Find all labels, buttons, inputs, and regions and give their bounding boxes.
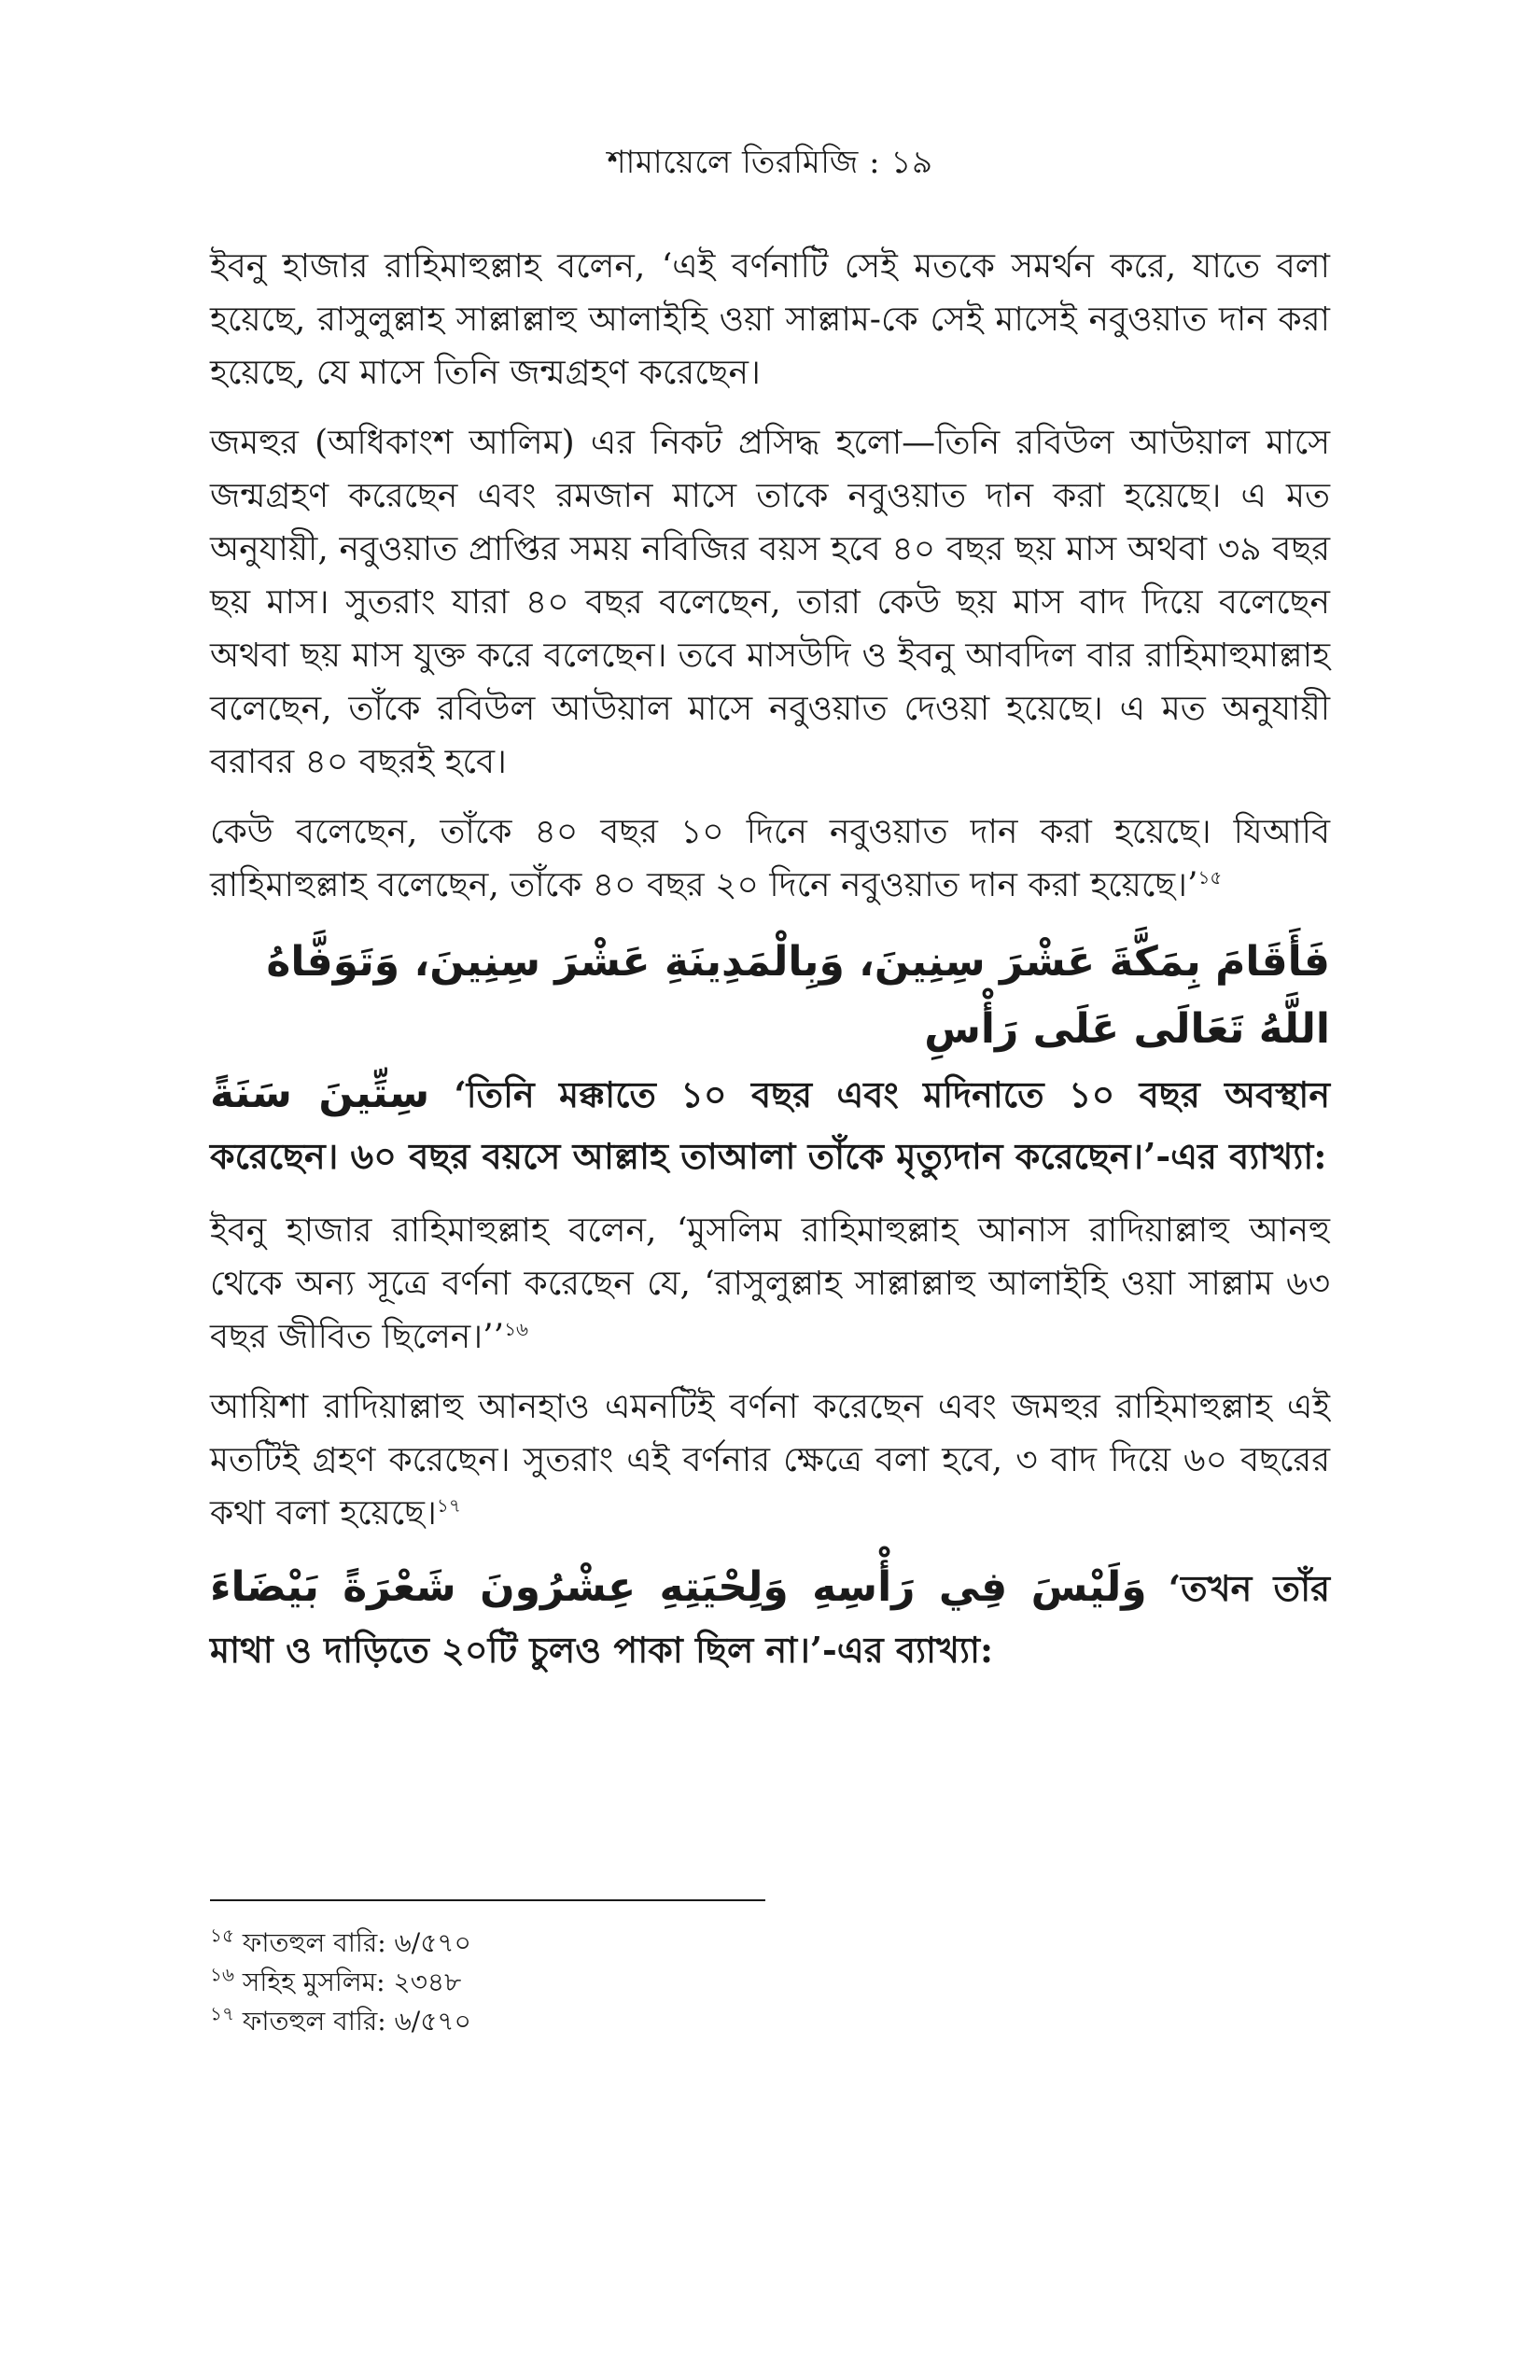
paragraph-2: জমহুর (অধিকাংশ আলিম) এর নিকট প্রসিদ্ধ হলো—তিনি রবিউল আউয়াল মাসে জন্মগ্রহণ করেছেন এবং রমজান মাসে তাকে নবুওয়াত দান করা হয়েছে। এ মত অনুযায়ী, নবুওয়াত প্রাপ্তির সময় নবিজির বয়স হবে ৪০ বছর ছয় মাস অথবা ৩৯ বছর ছয় মাস। সুতরাং যারা ৪০ বছর বলেছেন, তারা কেউ ছয় মাস বাদ দিয়ে বলেছেন অথবা ছয় মাস যুক্ত করে বলেছেন। তবে মাসউদি ও ইবনু আবদিল বার রাহিমাহুমাল্লাহ বলেছেন, তাঁকে রবিউল আউয়াল মাসে নবুওয়াত দেওয়া হয়েছে। এ মত অনুযায়ী বরাবর ৪০ বছরই হবে। [210,424,1330,781]
heading-2-translation: ‘তখন তাঁর মাথা ও দাড়িতে ২০টি চুলও পাকা ছিল না।’ [210,1567,1330,1671]
section-heading-1 [210,929,1330,1187]
paragraph-3-text: কেউ বলেছেন, তাঁকে ৪০ বছর ১০ দিনে নবুওয়াত দান করা হয়েছে। যিআবি রাহিমাহুল্লাহ বলেছেন, তাঁকে ৪০ বছর ২০ দিনে নবুওয়াত দান করা হয়েছে।’ [210,813,1330,904]
footnote-16-number: ১৬ [210,1963,234,1986]
arabic-quote-1-line-1: فَأَقَامَ بِمَكَّةَ عَشْرَ سِنِينَ، وَبِالْمَدِينَةِ عَشْرَ سِنِينَ، وَتَوَفَّاهُ اللَّهُ تَعَالَى عَلَى رَأْسِ [266,938,1330,1053]
footnote-17-text: ফাতহুল বারি: ৬/৫৭০ [242,2006,471,2037]
footnotes-section [210,1899,1330,2041]
paragraph-4 [210,1204,1330,1364]
footnote-divider [210,1899,765,1901]
footnote-15 [210,1924,1330,1963]
paragraph-5-text: আয়িশা রাদিয়াল্লাহু আনহাও এমনটিই বর্ণনা করেছেন এবং জমহুর রাহিমাহুল্লাহ এই মতটিই গ্রহণ করেছেন। সুতরাং এই বর্ণনার ক্ষেত্রে বলা হবে, ৩ বাদ দিয়ে ৬০ বছরের কথা বলা হয়েছে। [210,1388,1330,1533]
footnote-ref-15: ১৫ [1197,866,1223,889]
paragraph-4-text: ইবনু হাজার রাহিমাহুল্লাহ বলেন, ‘মুসলিম রাহিমাহুল্লাহ আনাস রাদিয়াল্লাহু আনহু থেকে অন্য সূত্রে বর্ণনা করেছেন যে, ‘রাসুলুল্লাহ সাল্লাল্লাহু আলাইহি ওয়া সাল্লাম ৬৩ বছর জীবিত ছিলেন।’’ [210,1211,1330,1356]
paragraph-1: ইবনু হাজার রাহিমাহুল্লাহ বলেন, ‘এই বর্ণনাটি সেই মতকে সমর্থন করে, যাতে বলা হয়েছে, রাসুলুল্লাহ সাল্লাল্লাহু আলাইহি ওয়া সাল্লাম-কে সেই মাসেই নবুওয়াত দান করা হয়েছে, যে মাসে তিনি জন্মগ্রহণ করেছেন। [210,247,1330,392]
heading-2-suffix: -এর ব্যাখ্যা: [822,1629,994,1671]
heading-1-translation: ‘তিনি মক্কাতে ১০ বছর এবং মদিনাতে ১০ বছর অবস্থান করেছেন। ৬০ বছর বয়সে আল্লাহ তাআলা তাঁকে মৃত্যুদান করেছেন।’ [210,1073,1330,1177]
paragraph-5 [210,1380,1330,1540]
footnote-15-number: ১৫ [210,1924,234,1947]
footnote-17-number: ১৭ [210,2002,234,2025]
section-heading-2 [210,1557,1330,1681]
footnote-17 [210,2002,1330,2041]
arabic-quote-2: وَلَيْسَ فِي رَأْسِهِ وَلِحْيَتِهِ عِشْرُونَ شَعْرَةً بَيْضَاءَ [210,1563,1147,1611]
heading-1-suffix: -এর ব্যাখ্যা: [1155,1135,1327,1177]
footnote-16-text: সহিহ মুসলিম: ২৩৪৮ [242,1967,462,1997]
paragraph-3 [210,805,1330,912]
footnote-ref-17: ১৭ [436,1494,461,1517]
arabic-quote-1-line-2: سِتِّينَ سَنَةً [210,1070,430,1117]
page-body [210,0,1330,1698]
footnote-ref-16: ১৬ [504,1318,529,1340]
footnote-16 [210,1963,1330,2002]
footnote-15-text: ফাতহুল বারি: ৬/৫৭০ [242,1927,471,1958]
running-header: শামায়েলে তিরমিজি : ১৯ [607,144,933,181]
